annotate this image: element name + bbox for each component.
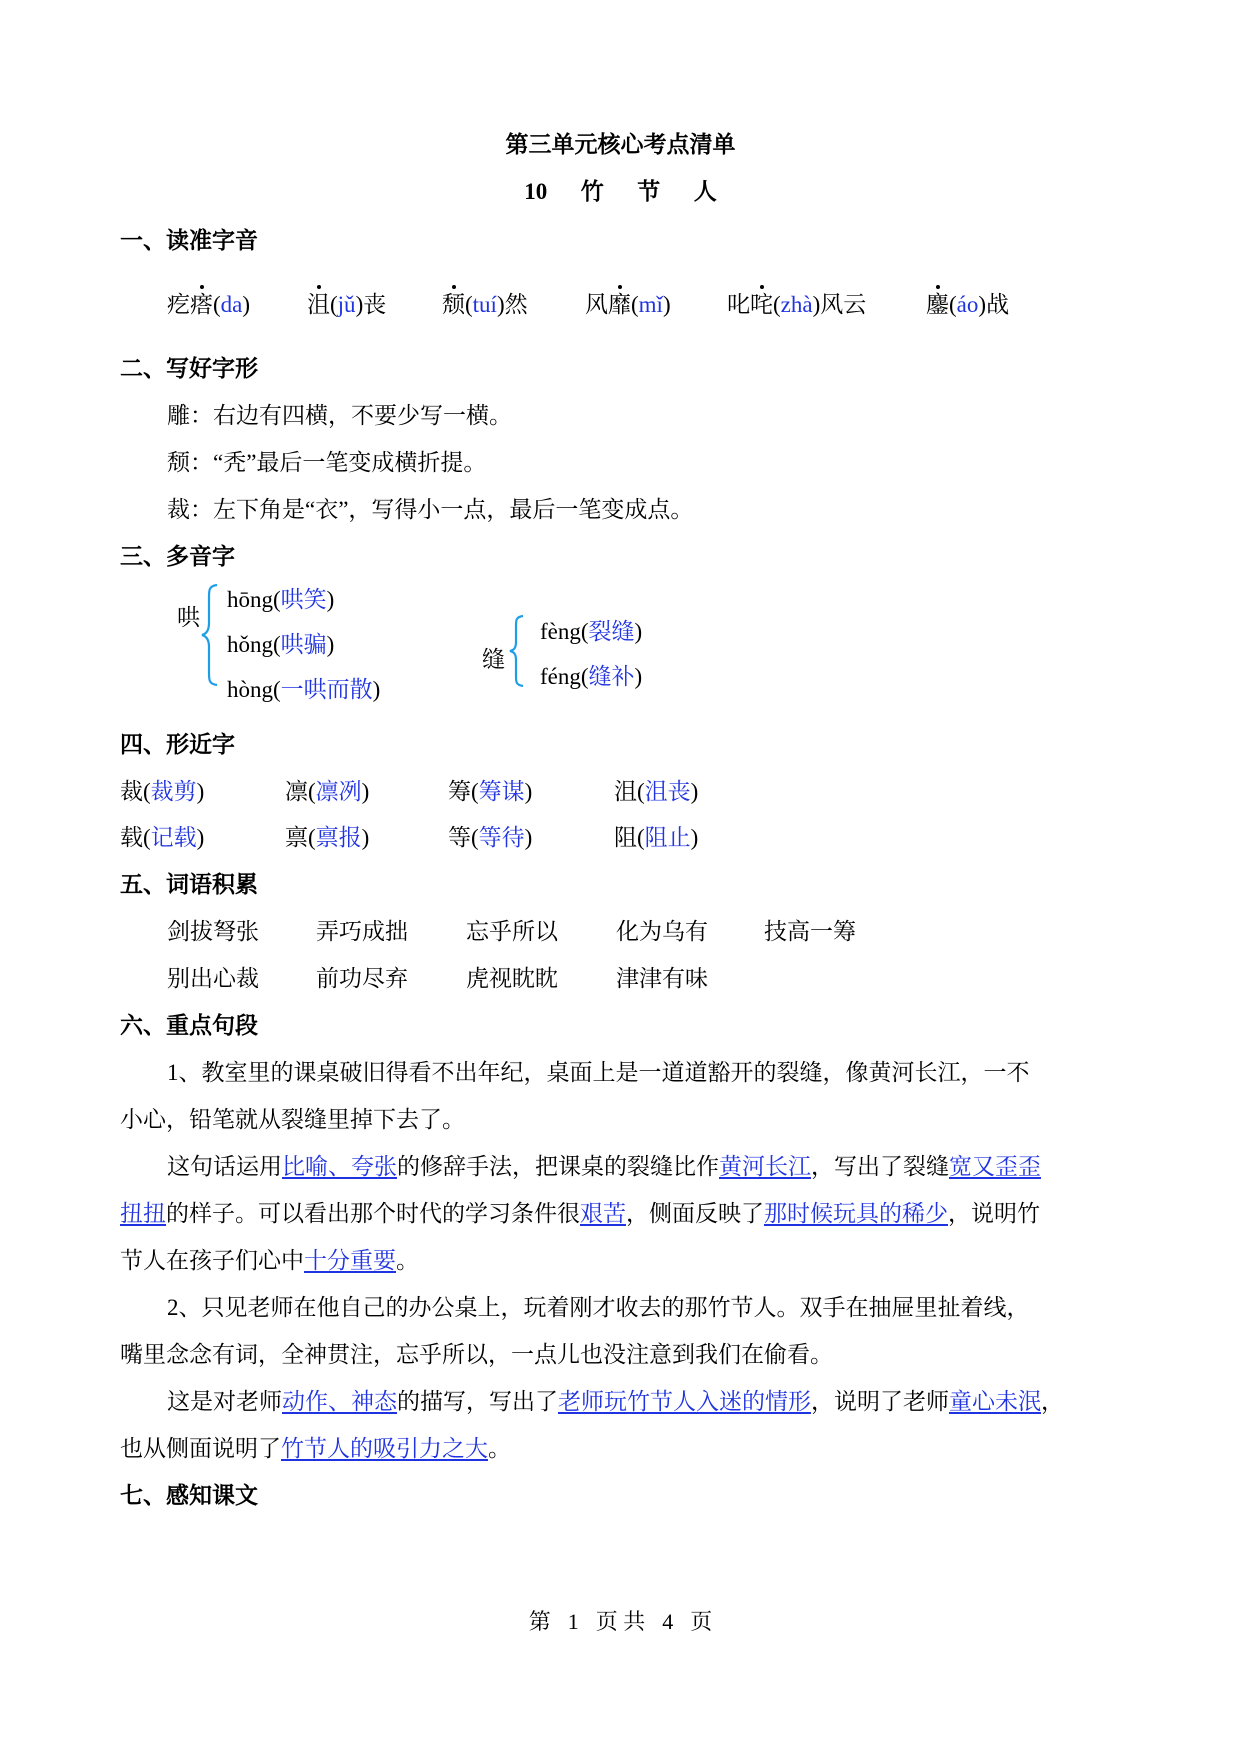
dotted-char: 颓 [442,292,465,317]
passage-2-line: 嘴里念念有词，全神贯注，忘乎所以，一点儿也没注意到我们在偷看。 [120,1342,833,1367]
dotted-char: 沮 [307,292,330,317]
pinyin-reading: jǔ [337,292,356,317]
answer-underline: 老师玩竹节人入迷的情形 [558,1389,811,1414]
pinyin-item: 鏖(áo)战 [926,292,1010,317]
answer-underline: 动作、神态 [282,1389,397,1414]
section-heading-vocabulary: 五、词语积累 [120,872,258,897]
similar-char-item: 禀(禀报) [285,825,370,850]
similar-char-item: 载(记载) [120,825,205,850]
glyph-note: 裁：左下角是“衣”，写得小一点，最后一笔变成点。 [167,497,694,522]
answer-underline: 扭扭 [120,1201,166,1226]
dotted-char: 鏖 [926,292,949,317]
pinyin-item: 颓(tuí)然 [442,292,528,317]
answer-underline: 竹节人的吸引力之大 [281,1436,488,1461]
analysis-2-line: 也从侧面说明了竹节人的吸引力之大。 [120,1436,511,1461]
example-word: 哄笑 [280,587,327,612]
example-word: 裂缝 [588,619,635,644]
document-title: 第三单元核心考点清单 [505,132,736,157]
vocab-word: 技高一筹 [764,919,856,944]
vocab-word: 忘乎所以 [466,919,558,944]
polyphone-reading: hòng(一哄而散) [227,677,381,702]
passage-1-line: 小心，铅笔就从裂缝里掉下去了。 [120,1107,465,1132]
pinyin-item: 沮(jǔ)丧 [307,292,387,317]
section-heading-polyphones: 三、多音字 [120,544,235,569]
example-word: 缝补 [588,664,635,689]
dotted-char: 靡 [608,292,631,317]
section-heading-pronunciation: 一、读准字音 [120,228,258,253]
polyphone-char: 哄 [177,605,200,630]
similar-char-item: 等(等待) [448,825,533,850]
analysis-2-line: 这是对老师动作、神态的描写，写出了老师玩竹节人入迷的情形，说明了老师童心未泯， [167,1389,1064,1414]
pinyin-reading: áo [956,292,979,317]
polyphone-reading: féng(缝补) [540,664,643,689]
vocab-word: 虎视眈眈 [466,966,558,991]
pinyin-reading: da [220,292,243,317]
analysis-1-line: 扭扭的样子。可以看出那个时代的学习条件很艰苦，侧面反映了那时候玩具的稀少，说明竹 [120,1201,1040,1226]
glyph-note: 颓：“秃”最后一笔变成横折提。 [167,450,487,475]
polyphone-reading: hǒng(哄骗) [227,632,335,657]
polyphone-char: 缝 [482,647,505,672]
answer-underline: 黄河长江 [719,1154,811,1179]
pinyin-reading: tuí [472,292,497,317]
lesson-char-3: 人 [693,179,717,204]
analysis-1-line: 这句话运用比喻、夸张的修辞手法，把课桌的裂缝比作黄河长江，写出了裂缝宽又歪歪 [167,1154,1041,1179]
polyphone-reading: fèng(裂缝) [540,619,643,644]
page-number: 1 [567,1609,579,1634]
vocab-word: 别出心裁 [167,966,259,991]
section-heading-key-passages: 六、重点句段 [120,1013,258,1038]
vocab-word: 剑拔弩张 [167,919,259,944]
pinyin-item: 风靡(mǐ) [585,292,671,317]
pinyin-reading: zhà [780,292,813,317]
section-heading-understanding: 七、感知课文 [120,1483,258,1508]
passage-2-line: 2、只见老师在他自己的办公桌上，玩着刚才收去的那竹节人。双手在抽屉里扯着线， [167,1295,1030,1320]
dotted-char: 瘩 [190,292,213,317]
similar-char-item: 阻(阻止) [614,825,699,850]
similar-char-item: 筹(筹谋) [448,779,533,804]
left-brace-icon [508,614,526,688]
answer-underline: 十分重要 [304,1248,396,1273]
page-footer: 第 1 页 共 4 页 [528,1609,713,1634]
dotted-char: 咤 [750,292,773,317]
vocab-word: 化为乌有 [616,919,708,944]
example-word: 一哄而散 [280,677,373,702]
polyphone-reading: hōng(哄笑) [227,587,335,612]
pinyin-reading: mǐ [638,292,663,317]
example-word: 哄骗 [280,632,327,657]
vocab-word: 弄巧成拙 [316,919,408,944]
lesson-heading [0,180,1241,203]
answer-underline: 宽又歪歪 [949,1154,1041,1179]
lesson-number: 10 [524,179,548,204]
similar-char-item: 裁(裁剪) [120,779,205,804]
answer-underline: 那时候玩具的稀少 [764,1201,948,1226]
analysis-1-line: 节人在孩子们心中十分重要。 [120,1248,419,1273]
lesson-char-1: 竹 [580,179,604,204]
left-brace-icon [200,583,220,687]
vocab-word: 津津有味 [616,966,708,991]
similar-char-item: 沮(沮丧) [614,779,699,804]
answer-underline: 比喻、夸张 [282,1154,397,1179]
similar-char-item: 凛(凛冽) [285,779,370,804]
glyph-note: 雕：右边有四横，不要少写一横。 [167,403,512,428]
passage-1-line: 1、教室里的课桌破旧得看不出年纪，桌面上是一道道豁开的裂缝，像黄河长江，一不 [167,1060,1030,1085]
pinyin-item: 疙瘩(da) [167,292,251,317]
answer-underline: 艰苦 [580,1201,626,1226]
answer-underline: 童心未泯 [949,1389,1041,1414]
vocab-word: 前功尽弃 [316,966,408,991]
pinyin-item: 叱咤(zhà)风云 [727,292,867,317]
section-heading-similar-chars: 四、形近字 [120,732,235,757]
section-heading-glyphs: 二、写好字形 [120,356,258,381]
page-total: 4 [662,1609,674,1634]
lesson-char-2: 节 [637,179,661,204]
